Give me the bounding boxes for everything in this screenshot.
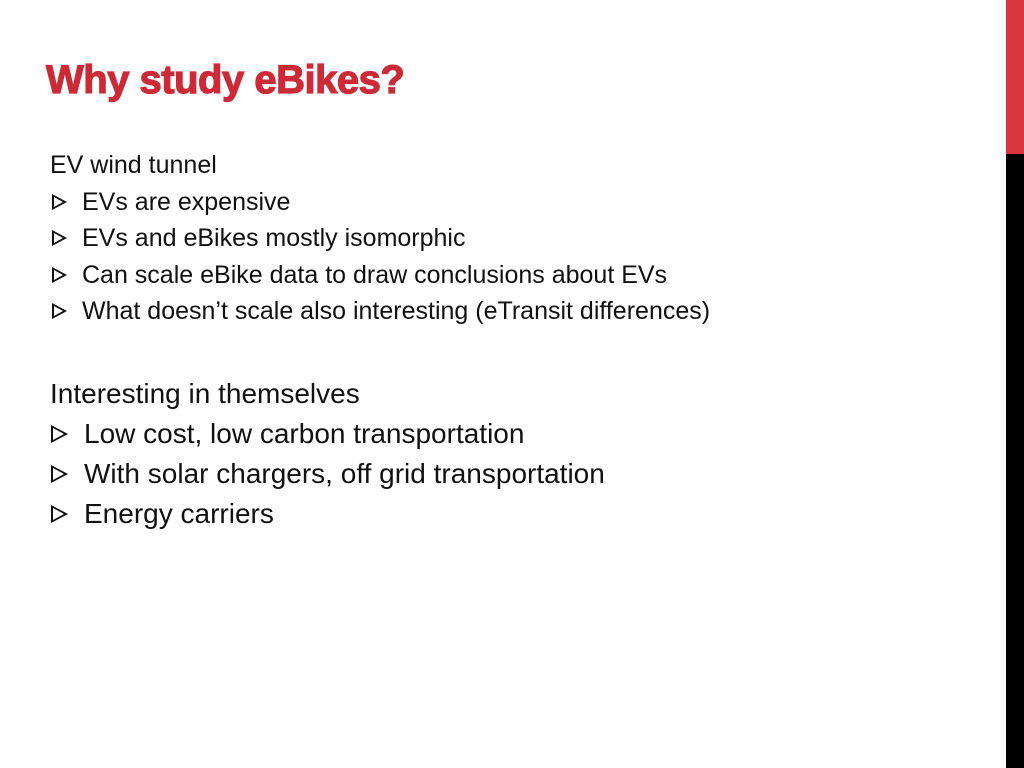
- list-item-text: EVs and eBikes mostly isomorphic: [82, 224, 466, 252]
- section-interesting-in-themselves: [50, 374, 605, 534]
- list-item: [50, 454, 605, 494]
- slide-title: Why study eBikes?: [46, 58, 405, 102]
- list-item: [50, 257, 710, 294]
- list-item: [50, 184, 710, 221]
- list-item-text: Can scale eBike data to draw conclusions about EVs: [82, 260, 668, 289]
- hollow-triangle-bullet-icon: [52, 303, 67, 319]
- section-heading: Interesting in themselves: [50, 378, 360, 409]
- list-item: [50, 494, 605, 534]
- hollow-triangle-bullet-icon: [52, 194, 67, 210]
- list-item-text: With solar chargers, off grid transportation: [84, 458, 605, 489]
- section-ev-wind-tunnel: [50, 147, 710, 330]
- list-item-text: What doesn’t scale also interesting (eTransit differences): [82, 297, 711, 325]
- hollow-triangle-bullet-icon: [51, 465, 68, 483]
- list-item-text: Energy carriers: [84, 498, 274, 529]
- list-item: [50, 414, 605, 454]
- accent-bar-bottom: [1006, 154, 1024, 768]
- hollow-triangle-bullet-icon: [52, 267, 67, 283]
- hollow-triangle-bullet-icon: [52, 230, 67, 246]
- list-item-text: EVs are expensive: [82, 187, 291, 216]
- hollow-triangle-bullet-icon: [51, 425, 68, 443]
- section-heading: EV wind tunnel: [50, 151, 217, 179]
- list-item: [50, 220, 710, 257]
- list-item: [50, 293, 710, 330]
- hollow-triangle-bullet-icon: [51, 505, 68, 523]
- list-item-text: Low cost, low carbon transportation: [84, 418, 525, 449]
- accent-bar-top: [1006, 0, 1024, 154]
